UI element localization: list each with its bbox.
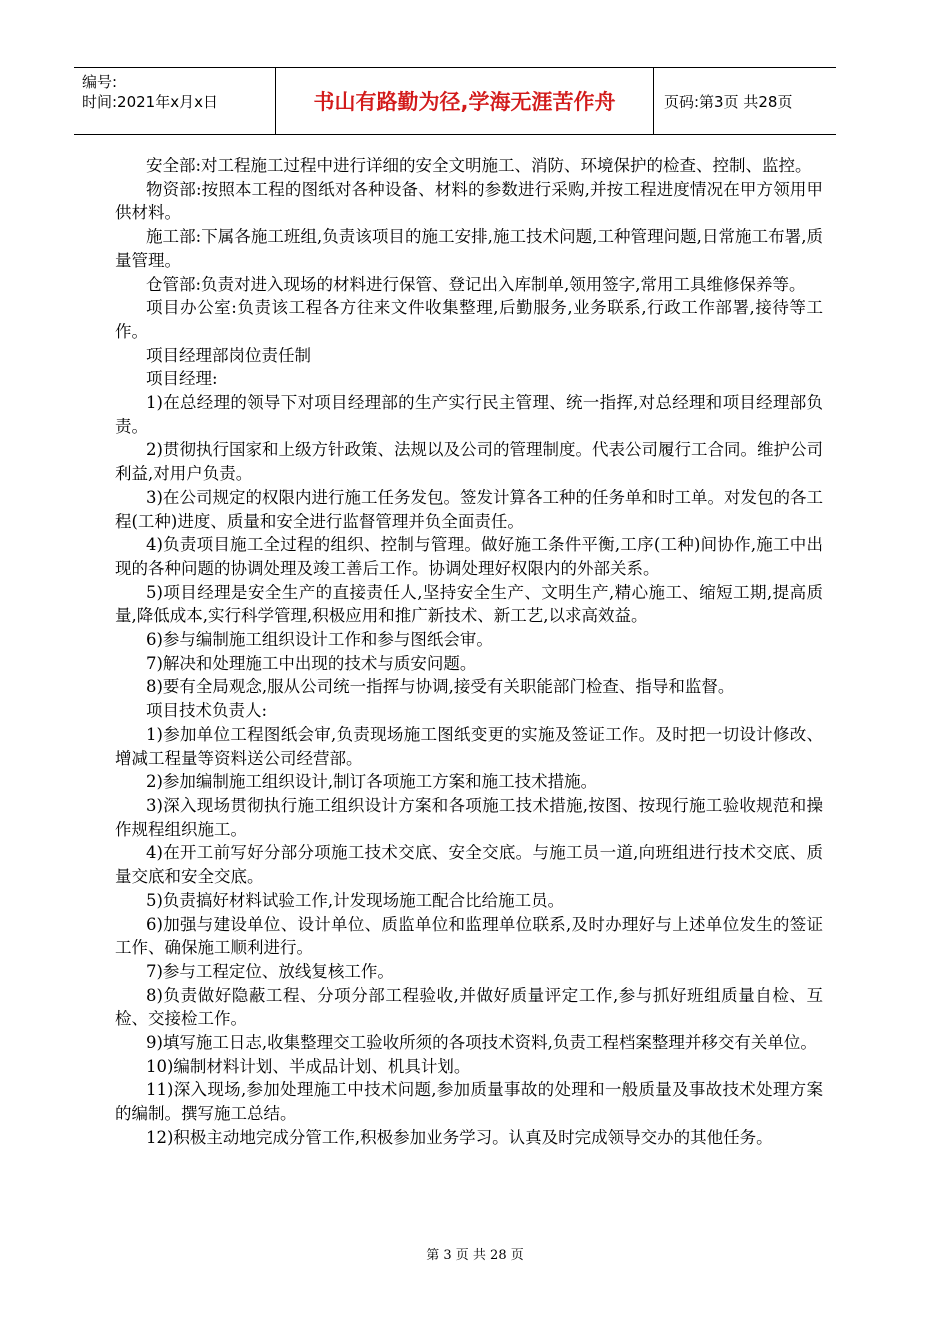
pm-duty-6: 6)参与编制施工组织设计工作和参与图纸会审。 [146, 630, 493, 650]
tech-duty-12: 12)积极主动地完成分管工作,积极参加业务学习。认真及时完成领导交办的其他任务。 [146, 1127, 773, 1147]
paragraph-department-safety: 安全部:对工程施工过程中进行详细的安全文明施工、消防、环境保护的检查、控制、监控。 [146, 156, 812, 175]
document-time-label: 时间:2021年x月x日 [82, 93, 218, 111]
header-slogan: 书山有路勤为径,学海无涯苦作舟 [276, 68, 654, 134]
tech-duty-7: 7)参与工程定位、放线复核工作。 [146, 961, 394, 981]
document-body [115, 154, 823, 1150]
pm-duty-5: 5)项目经理是安全生产的直接责任人,坚持安全生产、文明生产,精心施工、缩短工期,提高质量,降低成本,实行科学管理,积极应用和推广新技术、新工艺,以求高效益。 [115, 582, 823, 626]
header-page-info: 页码:第3页 共28页 [664, 92, 793, 111]
paragraph-department-office: 项目办公室:负责该工程各方往来文件收集整理,后勤服务,业务联系,行政工作部署,接待等工作。 [115, 298, 823, 341]
pm-duty-8: 8)要有全局观念,服从公司统一指挥与协调,接受有关职能部门检查、指导和监督。 [146, 677, 735, 697]
paragraph-department-warehouse: 仓管部:负责对进入现场的材料进行保管、登记出入库制单,领用签字,常用工具维修保养等。 [146, 274, 806, 294]
tech-duty-11: 11)深入现场,参加处理施工中技术问题,参加质量事故的处理和一般质量及事故技术处理方案的编制。撰写施工总结。 [115, 1080, 823, 1124]
tech-duty-5: 5)负责搞好材料试验工作,计发现场施工配合比给施工员。 [146, 890, 565, 910]
paragraph-department-materials: 物资部:按照本工程的图纸对各种设备、材料的参数进行采购,并按工程进度情况在甲方领用甲供材料。 [115, 179, 823, 223]
tech-duty-8: 8)负责做好隐蔽工程、分项分部工程验收,并做好质量评定工作,参与抓好班组质量自检、互检、交接检工作。 [115, 985, 823, 1029]
page-header [74, 67, 836, 135]
tech-duty-10: 10)编制材料计划、半成品计划、机具计划。 [146, 1056, 471, 1076]
tech-duty-6: 6)加强与建设单位、设计单位、质监单位和监理单位联系,及时办理好与上述单位发生的签证工作、确保施工顺利进行。 [115, 914, 823, 958]
pm-duty-2: 2)贯彻执行国家和上级方针政策、法规以及公司的管理制度。代表公司履行工合同。维护公司利益,对用户负责。 [115, 440, 823, 484]
tech-duty-9: 9)填写施工日志,收集整理交工验收所须的各项技术资料,负责工程档案整理并移交有关单位。 [146, 1033, 817, 1053]
tech-duty-2: 2)参加编制施工组织设计,制订各项施工方案和施工技术措施。 [146, 772, 598, 792]
header-meta [74, 68, 276, 134]
section-heading-responsibility: 项目经理部岗位责任制 [146, 345, 311, 365]
paragraph-department-construction: 施工部:下属各施工班组,负责该项目的施工安排,施工技术问题,工种管理问题,日常施工布署,质量管理。 [115, 227, 823, 270]
tech-duty-1: 1)参加单位工程图纸会审,负责现场施工图纸变更的实施及签证工作。及时把一切设计修改、增减工程量等资料送公司经营部。 [115, 724, 823, 768]
document-number-label: 编号: [82, 73, 118, 91]
tech-duty-3: 3)深入现场贯彻执行施工组织设计方案和各项施工技术措施,按图、按现行施工验收规范和操作规程组织施工。 [115, 795, 823, 839]
page-footer: 第 3 页 共 28 页 [426, 1248, 524, 1263]
pm-duty-1: 1)在总经理的领导下对项目经理部的生产实行民主管理、统一指挥,对总经理和项目经理部负责。 [115, 393, 823, 436]
role-heading-technical-lead: 项目技术负责人: [146, 701, 268, 721]
tech-duty-4: 4)在开工前写好分部分项施工技术交底、安全交底。与施工员一道,向班组进行技术交底、质量交底和安全交底。 [115, 843, 823, 887]
role-heading-project-manager: 项目经理: [146, 369, 218, 389]
pm-duty-7: 7)解决和处理施工中出现的技术与质安问题。 [146, 653, 477, 673]
pm-duty-3: 3)在公司规定的权限内进行施工任务发包。签发计算各工种的任务单和时工单。对发包的各工程(工种)进度、质量和安全进行监督管理并负全面责任。 [115, 487, 823, 531]
pm-duty-4: 4)负责项目施工全过程的组织、控制与管理。做好施工条件平衡,工序(工种)间协作,施工中出现的各种问题的协调处理及竣工善后工作。协调处理好权限内的外部关系。 [115, 535, 823, 578]
